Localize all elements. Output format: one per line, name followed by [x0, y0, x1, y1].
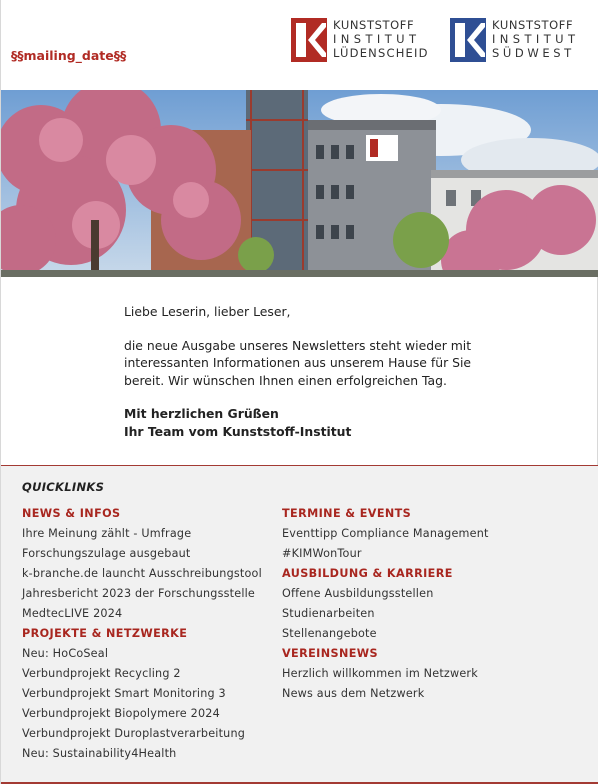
logo-text [333, 18, 429, 60]
k-logo-red-icon [291, 18, 327, 62]
logo-kunststoff-institut-suedwest[interactable] [450, 18, 579, 64]
section-heading-ausbildung: AUSBILDUNG & KARRIERE [282, 567, 453, 580]
greeting: Liebe Leserin, lieber Leser, [124, 304, 291, 319]
mailing-date: §§mailing_date§§ [11, 48, 127, 63]
quicklink-item[interactable]: Neu: Sustainability4Health [22, 747, 177, 760]
quicklink-item[interactable]: Jahresbericht 2023 der Forschungsstelle [22, 587, 256, 600]
quicklink-item[interactable]: Offene Ausbildungsstellen [282, 587, 434, 600]
hero-image [1, 90, 598, 277]
quicklinks-left-column [22, 504, 262, 764]
logo-text [492, 18, 579, 60]
section-heading-news: NEWS & INFOS [22, 507, 121, 520]
intro-text [124, 303, 484, 440]
section-heading-projekte: PROJEKTE & NETZWERKE [22, 627, 188, 640]
logo-line3: LÜDENSCHEID [333, 46, 429, 60]
quicklink-item[interactable]: News aus dem Netzwerk [282, 687, 425, 700]
quicklink-item[interactable]: MedtecLIVE 2024 [22, 607, 123, 620]
closing-line-1: Mit herzlichen Grüßen [124, 406, 279, 421]
section-heading-vereinsnews: VEREINSNEWS [282, 647, 378, 660]
quicklink-item[interactable]: Neu: HoCoSeal [22, 647, 109, 660]
logo-line2: INSTITUT [492, 32, 580, 46]
quicklinks-title: QUICKLINKS [22, 480, 105, 494]
quicklink-item[interactable]: Verbundprojekt Duroplastverarbeitung [22, 727, 246, 740]
quicklinks-right-column [282, 504, 489, 704]
quicklink-item[interactable]: Verbundprojekt Smart Monitoring 3 [22, 687, 226, 700]
header [1, 0, 598, 90]
quicklink-item[interactable]: Herzlich willkommen im Netzwerk [282, 667, 478, 680]
k-logo-blue-icon [450, 18, 486, 62]
closing-line-2: Ihr Team vom Kunststoff-Institut [124, 423, 352, 439]
quicklink-item[interactable]: Verbundprojekt Recycling 2 [22, 667, 181, 680]
quicklink-item[interactable]: Stellenangebote [282, 627, 377, 640]
quicklink-item[interactable]: Forschungszulage ausgebaut [22, 547, 191, 560]
quicklink-item[interactable]: k-branche.de launcht Ausschreibungstool [22, 567, 262, 580]
quicklink-item[interactable]: Eventtipp Compliance Management [282, 527, 489, 540]
section-heading-termine: TERMINE & EVENTS [282, 507, 412, 520]
quicklink-item[interactable]: Verbundprojekt Biopolymere 2024 [22, 707, 220, 720]
logo-line2: INSTITUT [333, 32, 421, 46]
logo-line3: SÜDWEST [492, 46, 575, 60]
logo-kunststoff-institut-luedenscheid[interactable] [291, 18, 429, 64]
intro-body: die neue Ausgabe unseres Newsletters steht wieder mit interessanten Informationen aus unserem Hause für Sie bereit. Wir wünschen Ihnen einen erfolgreichen Tag. [124, 337, 472, 388]
logo-line1: KUNSTSTOFF [492, 18, 574, 32]
quicklinks-section [1, 465, 598, 784]
quicklink-item[interactable]: Ihre Meinung zählt - Umfrage [22, 527, 192, 540]
quicklink-item[interactable]: #KIMWonTour [282, 547, 362, 560]
logo-line1: KUNSTSTOFF [333, 18, 415, 32]
quicklink-item[interactable]: Studienarbeiten [282, 607, 375, 620]
